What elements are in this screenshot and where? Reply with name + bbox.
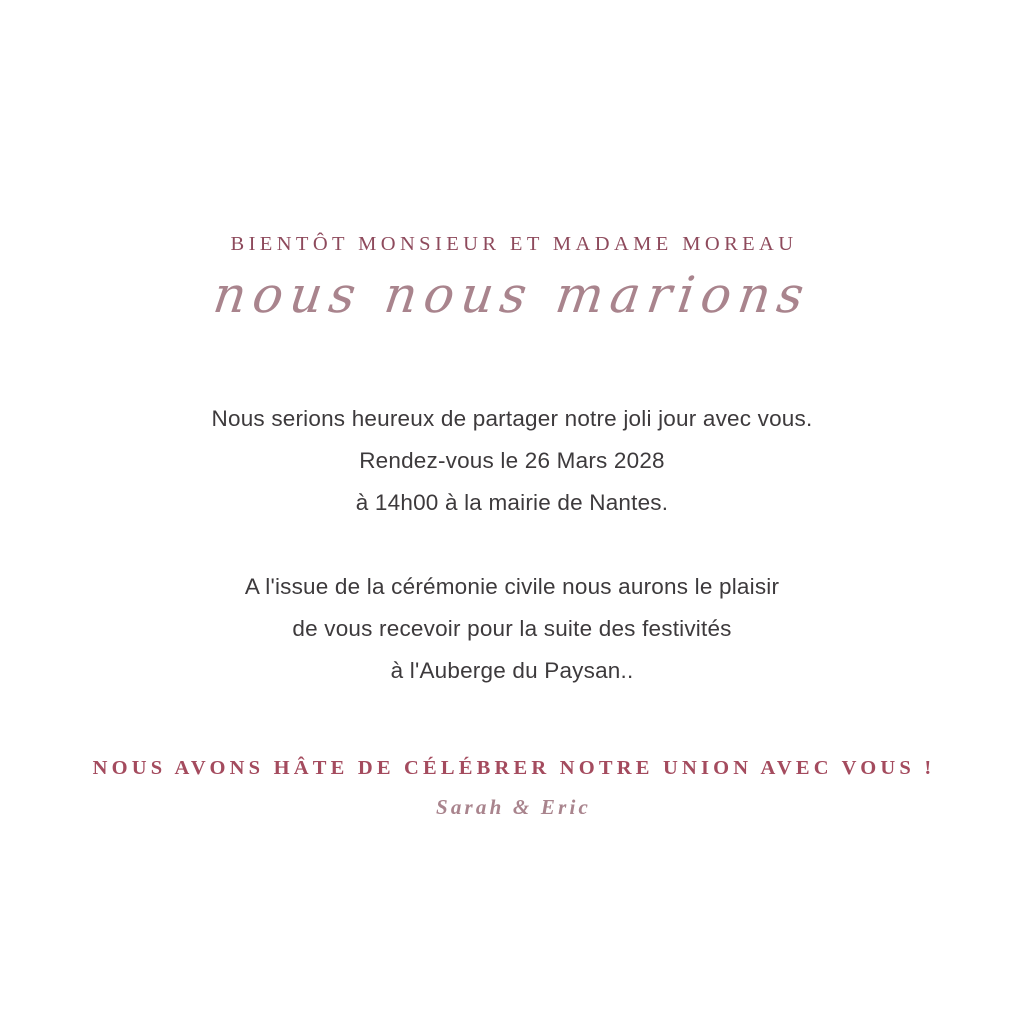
invitation-paragraph-1 [0,398,1024,524]
paragraph-2-line-2: de vous recevoir pour la suite des festivités [292,616,732,642]
closing-message: NOUS AVONS HÂTE DE CÉLÉBRER NOTRE UNION AVEC VOUS ! [92,757,936,780]
invitation-footer [0,756,1024,820]
paragraph-1-line-1: Nous serions heureux de partager notre joli jour avec vous. [211,406,813,432]
couple-signature: Sarah & Eric [435,794,592,819]
invitation-paragraph-2 [0,566,1024,692]
script-headline: nous nous marions [209,265,815,324]
paragraph-2-line-1: A l'issue de la cérémonie civile nous aurons le plaisir [244,574,780,600]
paragraph-1-line-3: à 14h00 à la mairie de Nantes. [355,490,669,516]
invitation-header [0,232,1024,324]
paragraph-2-line-3: à l'Auberge du Paysan.. [390,658,634,684]
invitation-content [0,232,1024,820]
paragraph-1-line-2: Rendez-vous le 26 Mars 2028 [359,448,665,474]
announcement-eyebrow: BIENTÔT MONSIEUR ET MADAME MOREAU [230,233,798,255]
